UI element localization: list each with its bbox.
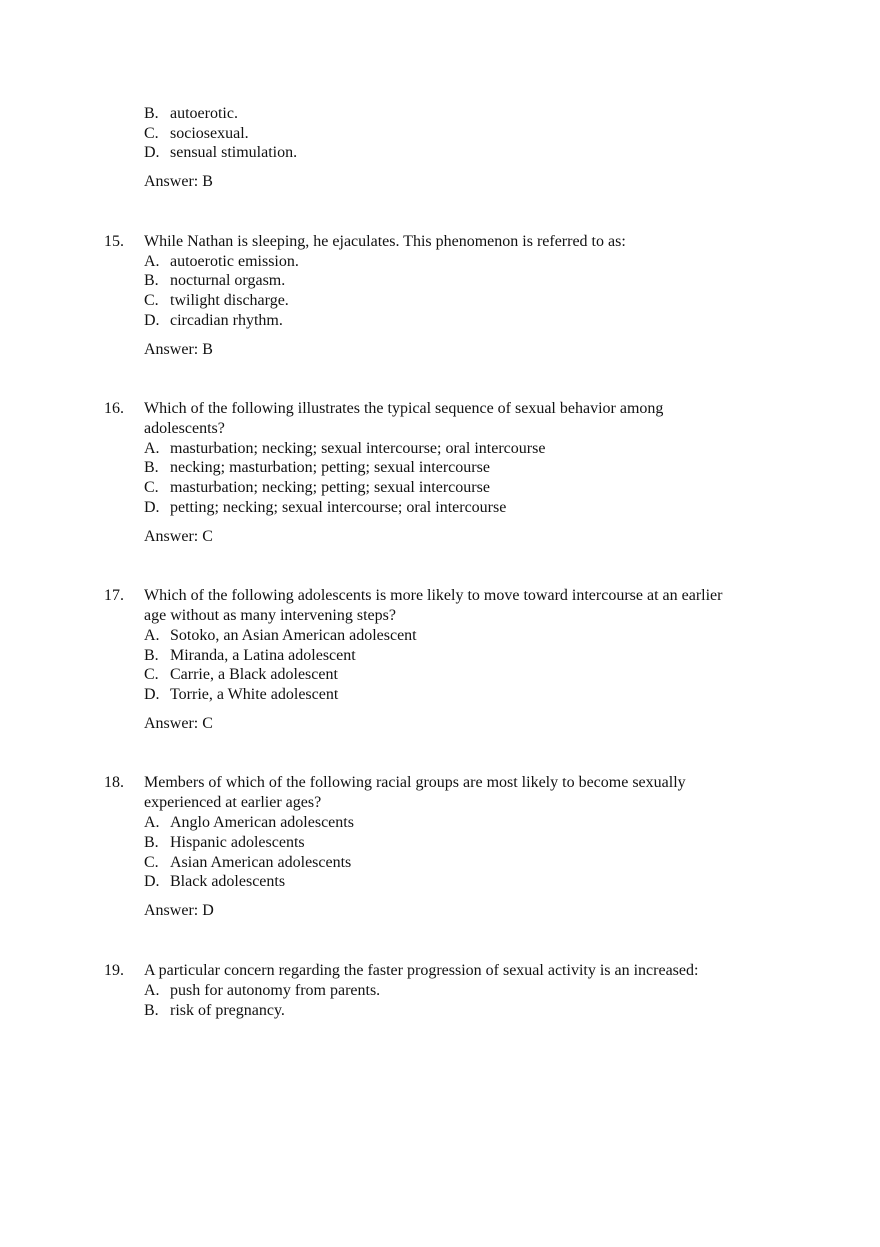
option-letter: C. <box>144 292 159 309</box>
question-number: 19. <box>104 962 124 979</box>
question-number: 17. <box>104 587 124 604</box>
option-text: Hispanic adolescents <box>170 834 305 851</box>
option-letter: B. <box>144 647 159 664</box>
option-letter: C. <box>144 479 159 496</box>
answer-line: Answer: B <box>144 341 213 358</box>
option-text: nocturnal orgasm. <box>170 272 286 289</box>
option-text: petting; necking; sexual intercourse; oral intercourse <box>170 499 507 516</box>
option-letter: A. <box>144 440 160 457</box>
question-number: 15. <box>104 233 124 250</box>
option-text: twilight discharge. <box>170 292 289 309</box>
option-text: Carrie, a Black adolescent <box>170 666 338 683</box>
question-stem: experienced at earlier ages? <box>144 794 322 811</box>
option-text: necking; masturbation; petting; sexual intercourse <box>170 459 490 476</box>
question-number: 16. <box>104 400 124 417</box>
question-stem: While Nathan is sleeping, he ejaculates. This phenomenon is referred to as: <box>144 233 626 250</box>
option-letter: B. <box>144 834 159 851</box>
option-letter: A. <box>144 253 160 270</box>
option-text: Sotoko, an Asian American adolescent <box>170 627 417 644</box>
question-number: 18. <box>104 774 124 791</box>
option-text: sensual stimulation. <box>170 144 298 161</box>
option-letter: D. <box>144 686 160 703</box>
option-letter: B. <box>144 459 159 476</box>
option-letter: D. <box>144 873 160 890</box>
option-letter: C. <box>144 125 159 142</box>
option-text: push for autonomy from parents. <box>170 982 381 999</box>
answer-line: Answer: C <box>144 528 213 545</box>
option-letter: D. <box>144 312 160 329</box>
option-text: autoerotic emission. <box>170 253 299 270</box>
option-text: risk of pregnancy. <box>170 1002 285 1019</box>
option-text: Black adolescents <box>170 873 286 890</box>
answer-line: Answer: D <box>144 902 214 919</box>
question-stem: age without as many intervening steps? <box>144 607 396 624</box>
question-stem: Members of which of the following racial groups are most likely to become sexually <box>144 774 686 791</box>
option-text: Torrie, a White adolescent <box>170 686 339 703</box>
answer-line: Answer: B <box>144 173 213 190</box>
question-stem: A particular concern regarding the faster progression of sexual activity is an increased: <box>144 962 699 979</box>
option-letter: C. <box>144 854 159 871</box>
option-text: masturbation; necking; sexual intercourse; oral intercourse <box>170 440 546 457</box>
option-letter: B. <box>144 272 159 289</box>
question-stem: Which of the following adolescents is more likely to move toward intercourse at an earlier <box>144 587 723 604</box>
option-letter: A. <box>144 982 160 999</box>
question-stem: adolescents? <box>144 420 225 437</box>
option-letter: A. <box>144 627 160 644</box>
option-letter: D. <box>144 499 160 516</box>
option-text: Anglo American adolescents <box>170 814 354 831</box>
option-letter: B. <box>144 1002 159 1019</box>
option-text: masturbation; necking; petting; sexual intercourse <box>170 479 490 496</box>
option-letter: A. <box>144 814 160 831</box>
option-letter: C. <box>144 666 159 683</box>
option-letter: B. <box>144 105 159 122</box>
option-text: circadian rhythm. <box>170 312 283 329</box>
option-text: sociosexual. <box>170 125 249 142</box>
answer-line: Answer: C <box>144 715 213 732</box>
option-text: autoerotic. <box>170 105 238 122</box>
option-text: Miranda, a Latina adolescent <box>170 647 356 664</box>
option-letter: D. <box>144 144 160 161</box>
question-stem: Which of the following illustrates the typical sequence of sexual behavior among <box>144 400 664 417</box>
option-text: Asian American adolescents <box>170 854 352 871</box>
